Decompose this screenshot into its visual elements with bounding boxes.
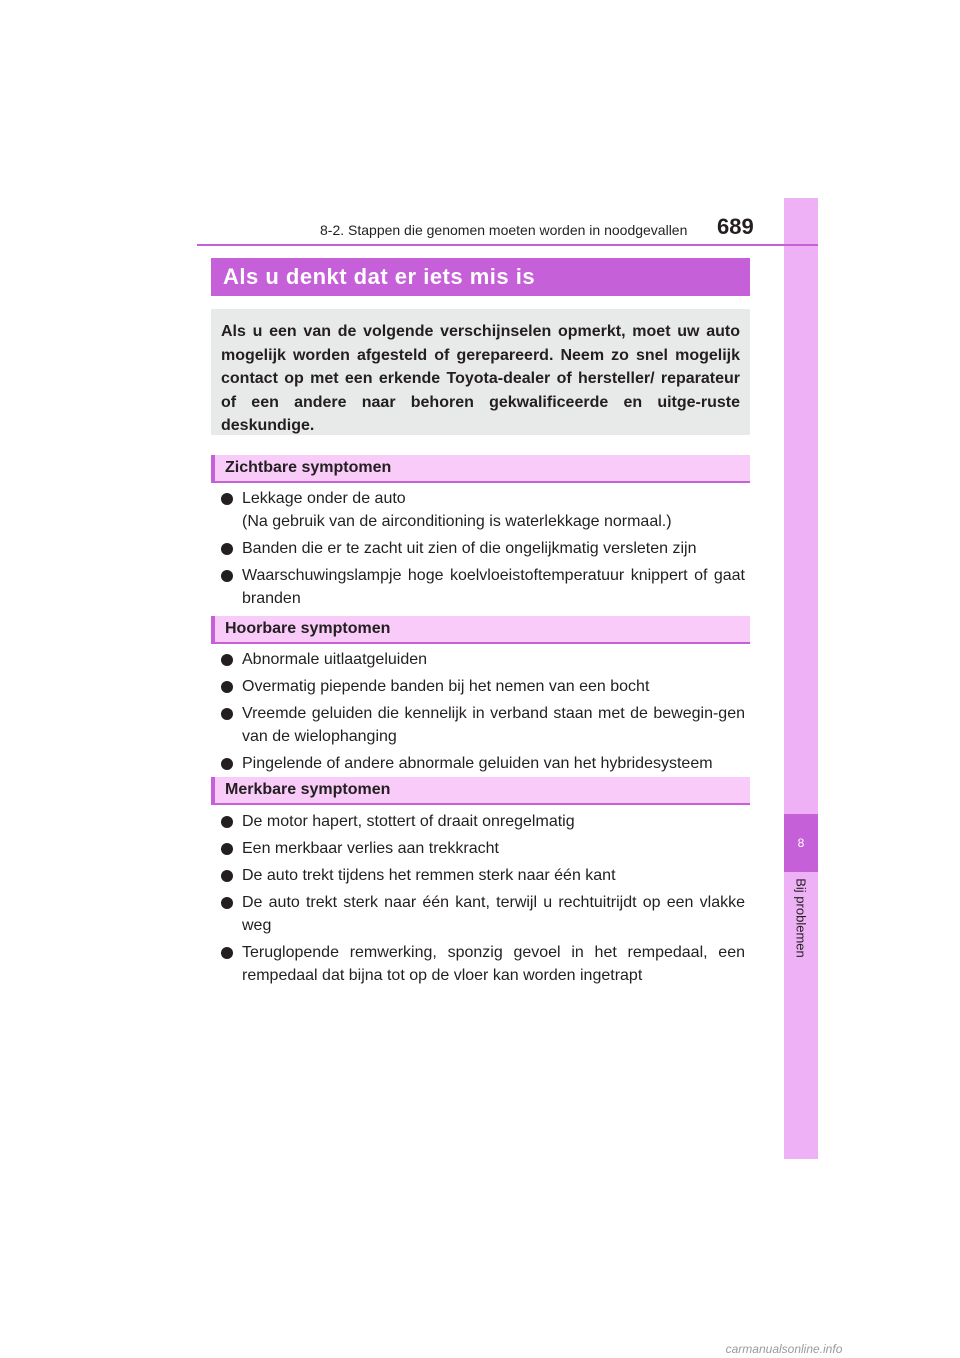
bullet-list-visible: [221, 487, 745, 614]
list-item-text: De motor hapert, stottert of draait onregelmatig: [242, 813, 575, 830]
watermark: carmanualsonline.info: [725, 1342, 843, 1356]
section-reference: 8-2. Stappen die genomen moeten worden in noodgevallen: [320, 222, 688, 238]
bullet-icon: [221, 543, 233, 555]
bullet-icon: [221, 816, 233, 828]
bullet-list-noticeable: [221, 810, 745, 991]
list-item: [221, 648, 745, 671]
list-item: [221, 752, 745, 775]
list-item: [221, 702, 745, 748]
list-item-text: Lekkage onder de auto: [242, 490, 406, 507]
list-item-text: Abnormale uitlaatgeluiden: [242, 651, 428, 668]
header-rule: [197, 244, 818, 246]
list-item: [221, 810, 745, 833]
chapter-number: 8: [797, 836, 805, 850]
section-label: Merkbare symptomen: [225, 781, 391, 798]
list-item-text: Waarschuwingslampje hoge koelvloeistoftemperatuur knippert of gaat branden: [242, 567, 745, 607]
section-header-noticeable: [211, 777, 750, 805]
chapter-number-tab: [784, 814, 818, 872]
list-item: [221, 487, 745, 533]
section-label: Zichtbare symptomen: [225, 459, 392, 476]
bullet-icon: [221, 843, 233, 855]
bullet-icon: [221, 654, 233, 666]
list-item-text: Pingelende of andere abnormale geluiden van het hybridesysteem: [242, 755, 713, 772]
page-number: 689: [717, 214, 754, 239]
list-item: [221, 675, 745, 698]
title-band: [211, 258, 750, 296]
bullet-list-audible: [221, 648, 745, 779]
bullet-icon: [221, 570, 233, 582]
list-item-text: Banden die er te zacht uit zien of die ongelijkmatig versleten zijn: [242, 540, 697, 557]
list-item: [221, 837, 745, 860]
bullet-icon: [221, 493, 233, 505]
list-item-text: De auto trekt sterk naar één kant, terwijl u rechtuitrijdt op een vlakke weg: [242, 894, 745, 934]
chapter-side-tab: [784, 198, 818, 1159]
bullet-icon: [221, 947, 233, 959]
section-label: Hoorbare symptomen: [225, 620, 391, 637]
section-header-audible: [211, 616, 750, 644]
list-item-text: Overmatig piepende banden bij het nemen van een bocht: [242, 678, 650, 695]
list-item: [221, 941, 745, 987]
bullet-icon: [221, 897, 233, 909]
page-title: Als u denkt dat er iets mis is: [223, 264, 536, 289]
list-item: [221, 891, 745, 937]
list-item-note: (Na gebruik van de airconditioning is waterlekkage normaal.): [242, 513, 672, 530]
section-header-visible: [211, 455, 750, 483]
list-item: [221, 537, 745, 560]
list-item: [221, 564, 745, 610]
intro-box: [211, 309, 750, 435]
bullet-icon: [221, 681, 233, 693]
list-item-text: Vreemde geluiden die kennelijk in verband staan met de bewegin-gen van de wielophanging: [242, 705, 745, 745]
list-item: [221, 864, 745, 887]
list-item-text: De auto trekt tijdens het remmen sterk naar één kant: [242, 867, 616, 884]
bullet-icon: [221, 870, 233, 882]
bullet-icon: [221, 708, 233, 720]
chapter-title: Bij problemen: [793, 878, 809, 958]
intro-text: Als u een van de volgende verschijnselen opmerkt, moet uw auto mogelijk worden afgesteld of gerepareerd. Neem zo snel mogelijk contact op met een erkende Toyota-dealer of hersteller/ reparateur of een andere naar behoren gekwalificeerde en uitge-ruste deskundige.: [221, 323, 740, 434]
list-item-text: Een merkbaar verlies aan trekkracht: [242, 840, 499, 857]
list-item-text: Teruglopende remwerking, sponzig gevoel in het rempedaal, een rempedaal dat bijna tot op de vloer kan worden ingetrapt: [242, 944, 745, 984]
bullet-icon: [221, 758, 233, 770]
